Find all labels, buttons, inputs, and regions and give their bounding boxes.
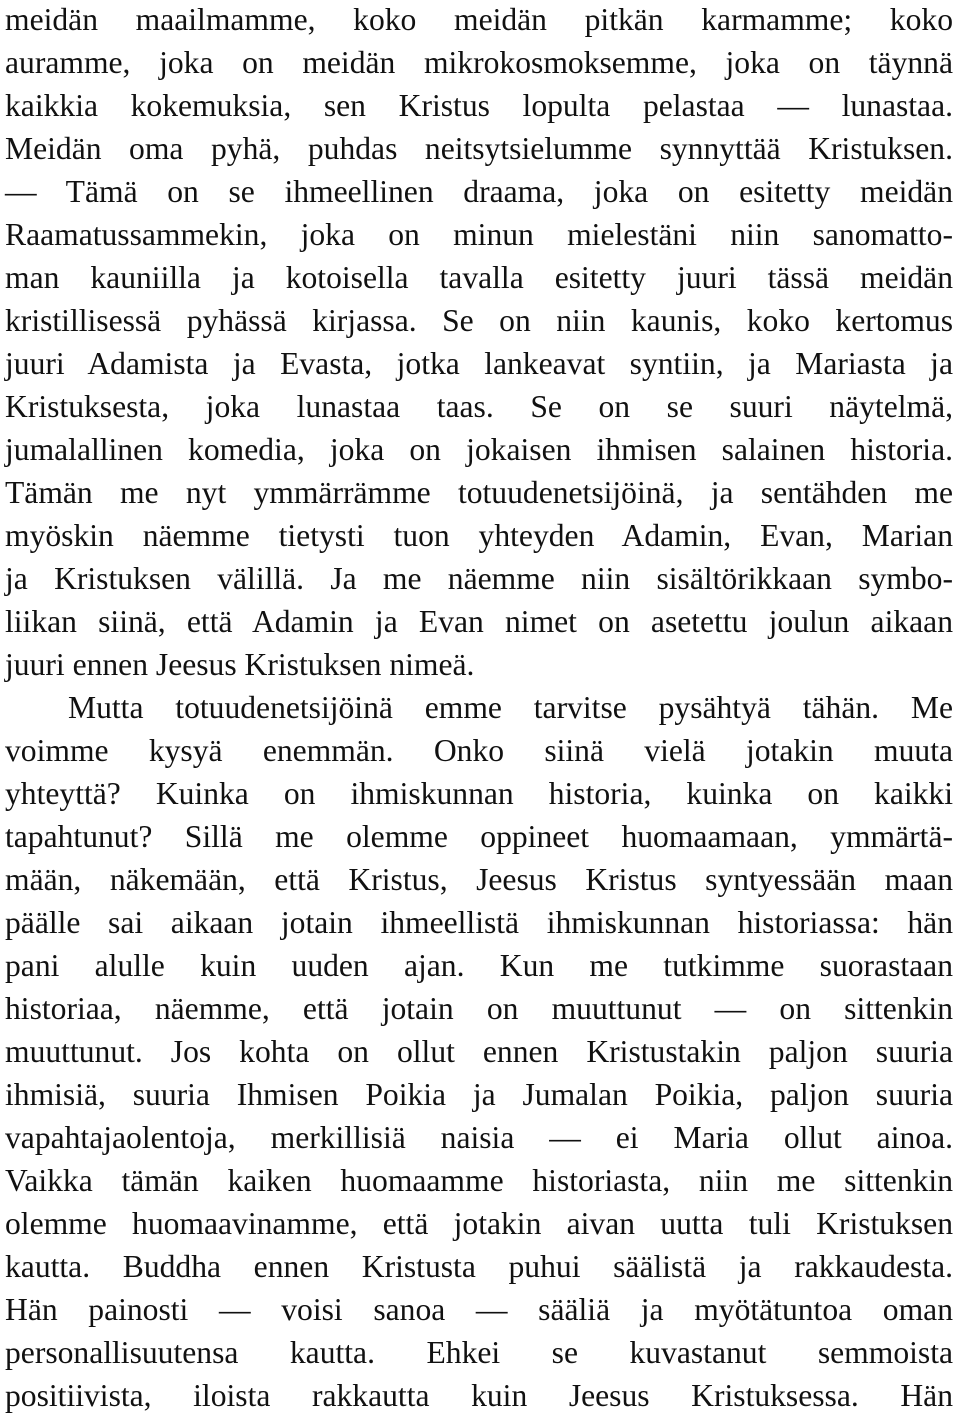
text-line: vapahtajaolentoja, merkillisiä naisia — ei Maria ollut ainoa. xyxy=(5,1120,953,1155)
text-line: myöskin näemme tietysti tuon yhteyden Adamin, Evan, Marian xyxy=(5,518,953,553)
text-line: tapahtunut? Sillä me olemme oppineet huomaamaan, ymmärtä- xyxy=(5,819,953,854)
text-line: kaikkia kokemuksia, sen Kristus lopulta pelastaa — lunastaa. xyxy=(5,88,953,123)
text-line: päälle sai aikaan jotain ihmeellistä ihmiskunnan historiassa: hän xyxy=(5,905,953,940)
text-line: Kristuksesta, joka lunastaa taas. Se on se suuri näytelmä, xyxy=(5,389,953,424)
text-line: olemme huomaavinamme, että jotakin aivan uutta tuli Kristuksen xyxy=(5,1206,953,1241)
text-line: positiivista, iloista rakkautta kuin Jeesus Kristuksessa. Hän xyxy=(5,1378,953,1413)
text-line: Tämän me nyt ymmärrämme totuudenetsijöinä, ja sentähden me xyxy=(5,475,953,510)
text-line: kristillisessä pyhässä kirjassa. Se on niin kaunis, koko kertomus xyxy=(5,303,953,338)
text-line: ihmisiä, suuria Ihmisen Poikia ja Jumalan Poikia, paljon suuria xyxy=(5,1077,953,1112)
text-line: juuri ennen Jeesus Kristuksen nimeä. xyxy=(5,647,475,682)
text-line: voimme kysyä enemmän. Onko siinä vielä jotakin muuta xyxy=(5,733,953,768)
text-line: muuttunut. Jos kohta on ollut ennen Kristustakin paljon suuria xyxy=(5,1034,953,1069)
text-line: Meidän oma pyhä, puhdas neitsytsielumme synnyttää Kristuksen. xyxy=(5,131,953,166)
text-line: ja Kristuksen välillä. Ja me näemme niin sisältörikkaan symbo- xyxy=(5,561,953,596)
text-line: Hän painosti — voisi sanoa — sääliä ja myötätuntoa oman xyxy=(5,1292,953,1327)
text-line: — Tämä on se ihmeellinen draama, joka on esitetty meidän xyxy=(5,174,953,209)
text-line: historiaa, näemme, että jotain on muuttunut — on sittenkin xyxy=(5,991,953,1026)
text-line: kautta. Buddha ennen Kristusta puhui säälistä ja rakkaudesta. xyxy=(5,1249,953,1284)
text-line: liikan siinä, että Adamin ja Evan nimet on asetettu joulun aikaan xyxy=(5,604,953,639)
text-line: juuri Adamista ja Evasta, jotka lankeavat syntiin, ja Mariasta ja xyxy=(5,346,953,381)
text-line: Mutta totuudenetsijöinä emme tarvitse pysähtyä tähän. Me xyxy=(68,690,953,725)
text-line: auramme, joka on meidän mikrokosmoksemme, joka on täynnä xyxy=(5,45,953,80)
text-line: Vaikka tämän kaiken huomaamme historiasta, niin me sittenkin xyxy=(5,1163,953,1198)
text-line: personallisuutensa kautta. Ehkei se kuvastanut semmoista xyxy=(5,1335,953,1370)
text-line: yhteyttä? Kuinka on ihmiskunnan historia, kuinka on kaikki xyxy=(5,776,953,811)
text-line: pani alulle kuin uuden ajan. Kun me tutkimme suorastaan xyxy=(5,948,953,983)
text-line: man kauniilla ja kotoisella tavalla esitetty juuri tässä meidän xyxy=(5,260,953,295)
text-line: meidän maailmamme, koko meidän pitkän karmamme; koko xyxy=(5,2,953,37)
text-line: mään, näkemään, että Kristus, Jeesus Kristus syntyessään maan xyxy=(5,862,953,897)
text-line: jumalallinen komedia, joka on jokaisen ihmisen salainen historia. xyxy=(5,432,953,467)
text-line: Raamatussammekin, joka on minun mielestäni niin sanomatto- xyxy=(5,217,953,252)
